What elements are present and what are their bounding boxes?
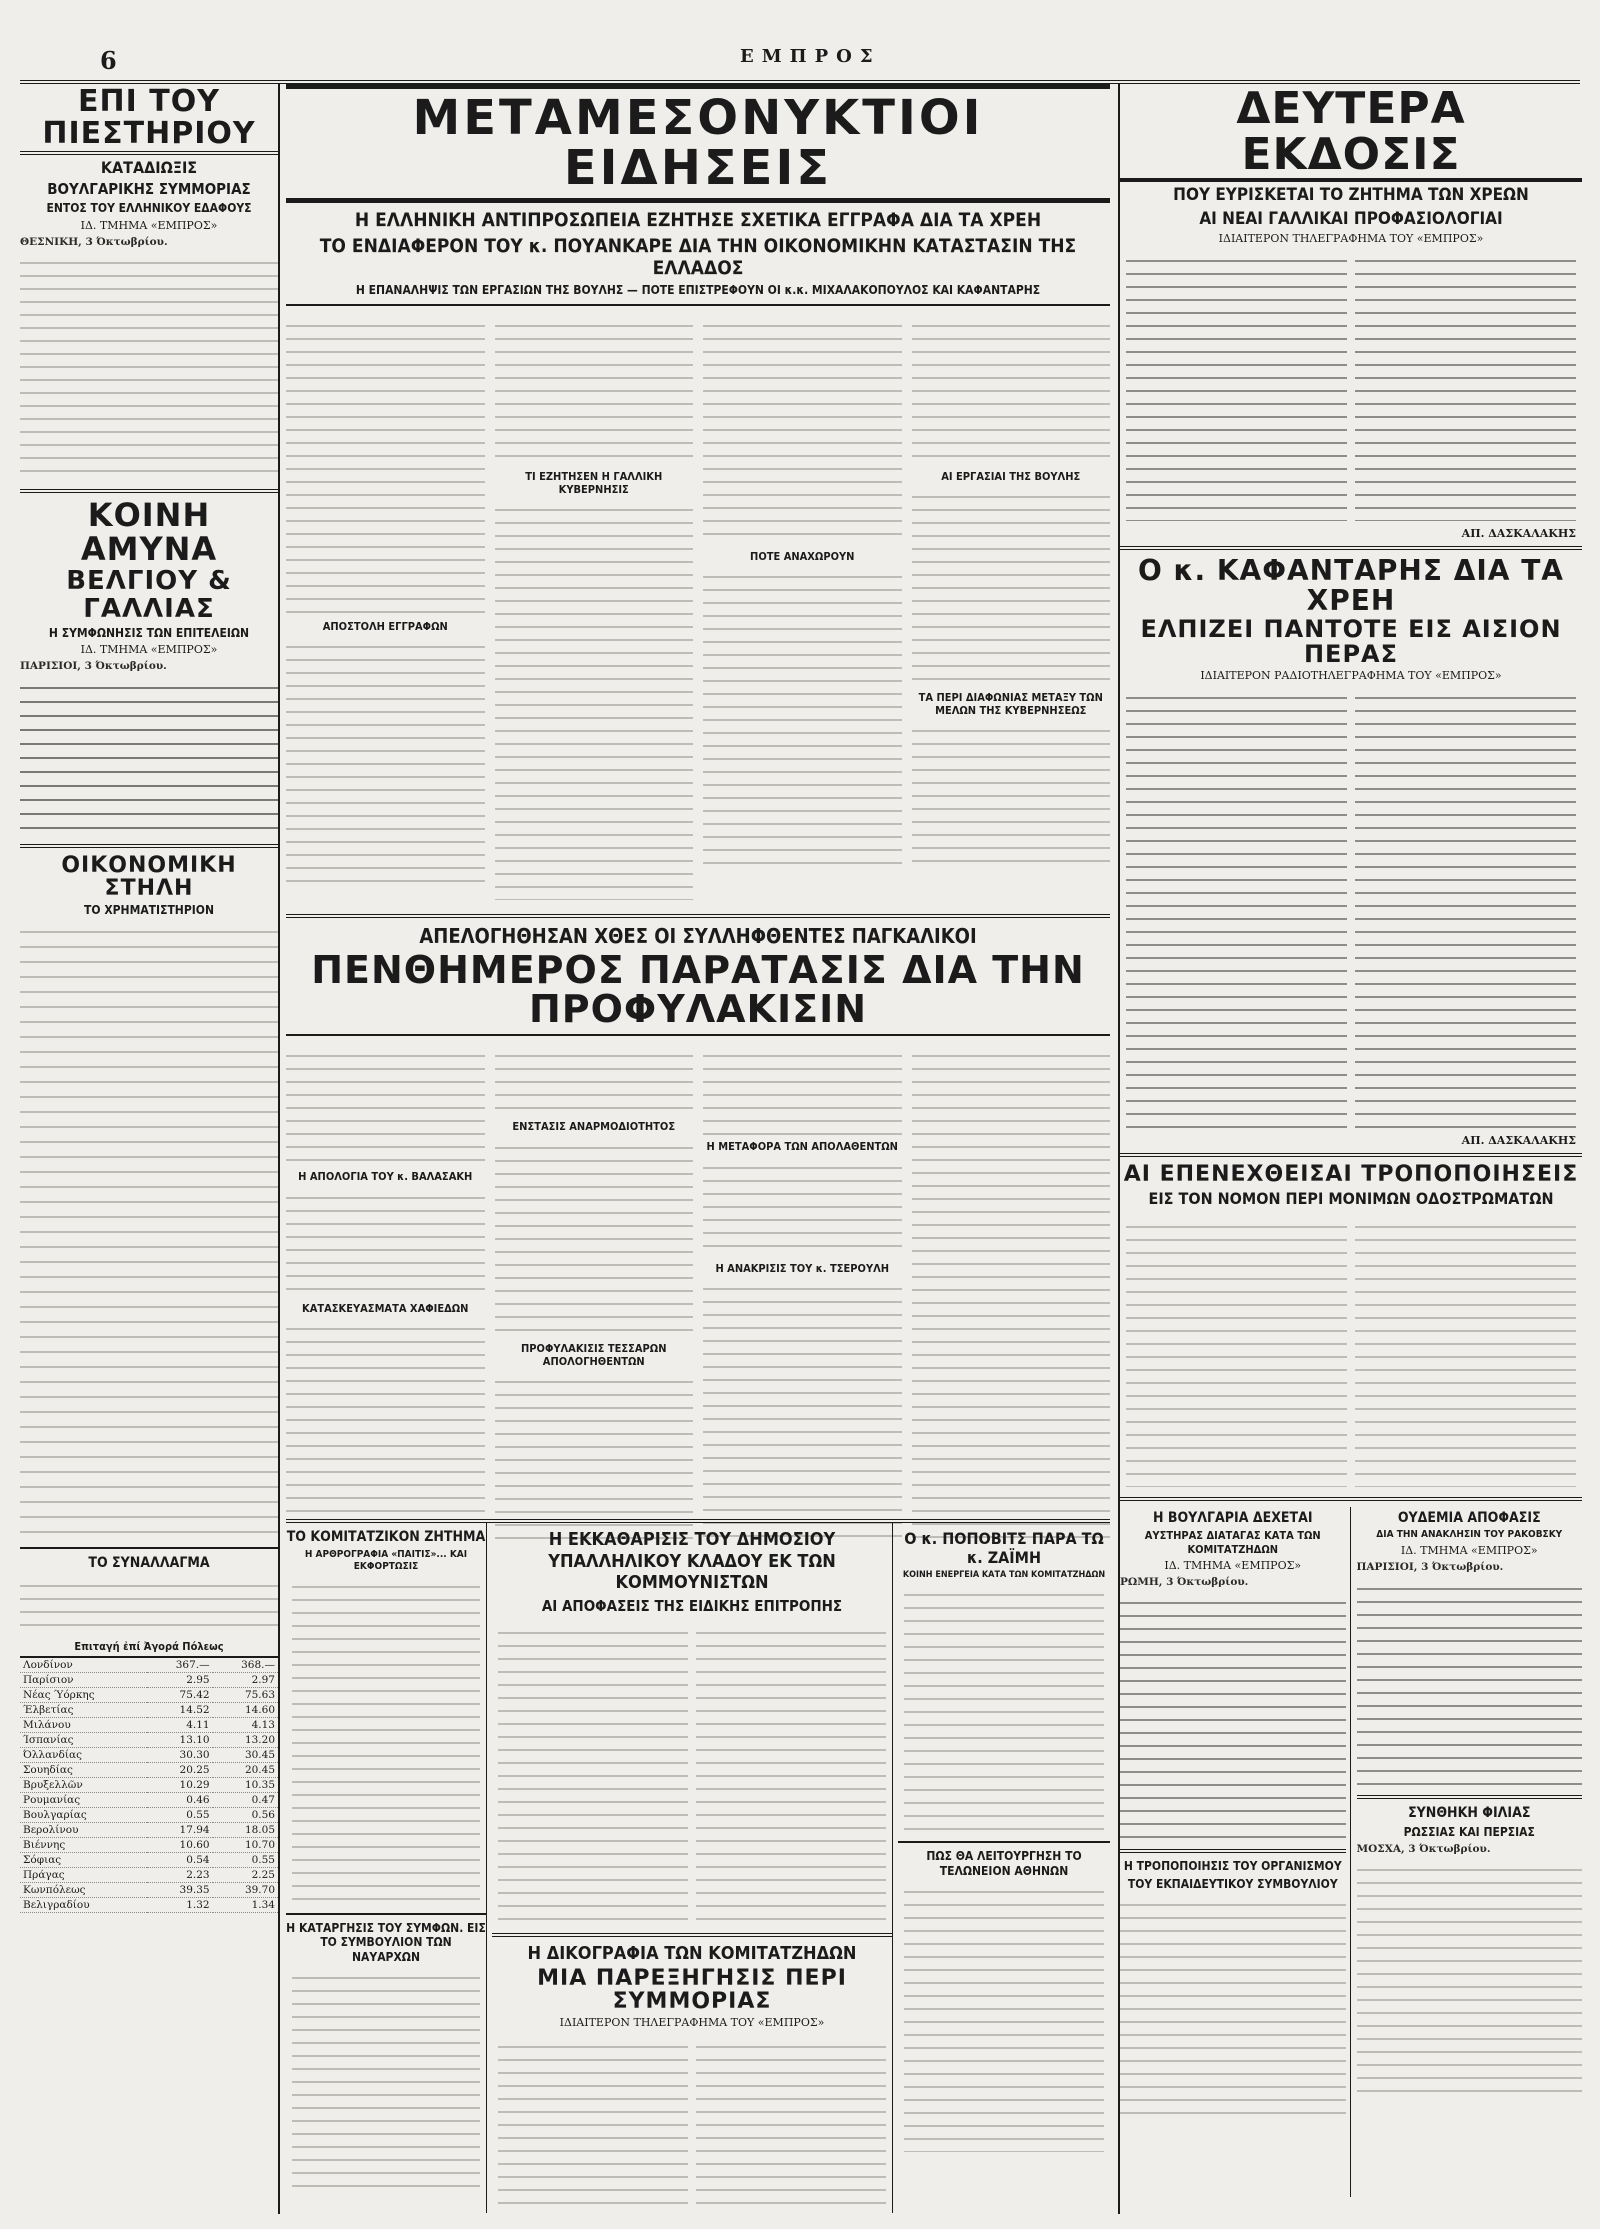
- rate-bid: 0.55: [147, 1808, 212, 1823]
- masthead: [20, 40, 1580, 84]
- article-headline: ΟΥΔΕΜΙΑ ΑΠΟΦΑΣΙΣ: [1397, 1509, 1541, 1526]
- table-row: [20, 1823, 278, 1838]
- table-title: Επιταγή ἐπί Ἀγορά Πόλεως: [74, 1640, 224, 1653]
- article-headline: ΜΙΑ ΠΑΡΕΞΗΓΗΣΙΣ ΠΕΡΙ ΣΥΜΜΟΡΙΑΣ: [537, 1966, 847, 2015]
- article-headline: ΒΟΥΛΓΑΡΙΚΗΣ ΣΥΜΜΟΡΙΑΣ: [47, 180, 251, 199]
- currency-name: Ίσπανίας: [20, 1733, 147, 1748]
- article-subhead: ΑΠΟΣΤΟΛΗ ΕΓΓΡΑΦΩΝ: [322, 619, 448, 633]
- article-subhead: ΑΙ ΕΡΓΑΣΙΑΙ ΤΗΣ ΒΟΥΛΗΣ: [941, 469, 1081, 483]
- article-subhead: ΠΟΤΕ ΑΝΑΧΩΡΟΥΝ: [750, 549, 855, 563]
- article-body-placeholder: [1126, 251, 1347, 521]
- article-columns: [286, 1042, 1110, 1562]
- article-headline: ΠΩΣ ΘΑ ΛΕΙΤΟΥΡΓΗΣΗ ΤΟ ΤΕΛΩΝΕΙΟΝ ΑΘΗΝΩΝ: [926, 1849, 1082, 1878]
- article-subheadline: ΑΙ ΝΕΑΙ ΓΑΛΛΙΚΑΙ ΠΡΟΦΑΣΙΟΛΟΓΙΑΙ: [1199, 208, 1503, 229]
- article-subheadline: Η ΕΠΑΝΑΛΗΨΙΣ ΤΩΝ ΕΡΓΑΣΙΩΝ ΤΗΣ ΒΟΥΛΗΣ — ΠΟΤΕ ΕΠΙΣΤΡΕΦΟΥΝ ΟΙ κ.κ. ΜΙΧΑΛΑΚΟΠΟΥΛΟΣ ΚΑΙ ΚΑΦΑΝΤΑΡΗΣ: [355, 283, 1041, 298]
- article-columns: [498, 2033, 886, 2213]
- exchange-table: [20, 1656, 278, 1913]
- table-row: [20, 1718, 278, 1733]
- rate-ask: 1.34: [213, 1898, 278, 1913]
- article-subheadline: ΡΩΣΣΙΑΣ ΚΑΙ ΠΕΡΣΙΑΣ: [1403, 1824, 1535, 1839]
- table-row: [20, 1703, 278, 1718]
- rate-ask: 30.45: [213, 1748, 278, 1763]
- right-column: [1118, 84, 1582, 2214]
- rate-bid: 75.42: [147, 1688, 212, 1703]
- rate-bid: 4.11: [147, 1718, 212, 1733]
- page-number: 6: [100, 46, 117, 75]
- currency-name: Κωνπόλεως: [20, 1883, 147, 1898]
- city-line: ΘΕΣΝΙΚΗ, 3 Όκτωβρίου.: [20, 235, 168, 248]
- banner-headline: ΜΕΤΑΜΕΣΟΝΥΚΤΙΟΙ ΕΙΔΗΣΕΙΣ: [286, 84, 1110, 203]
- article-body-placeholder: [495, 1046, 694, 1116]
- article-body-placeholder: [1126, 688, 1347, 1128]
- rate-ask: 13.20: [213, 1733, 278, 1748]
- dateline: ΙΔΙΑΙΤΕΡΟΝ ΤΗΛΕΓΡΑΦΗΜΑ ΤΟΥ «ΕΜΠΡΟΣ»: [559, 2015, 825, 2029]
- city-line: ΜΟΣΧΑ, 3 Όκτωβρίου.: [1356, 1843, 1491, 1856]
- article-body-placeholder: [292, 1577, 480, 1907]
- rate-bid: 367.—: [147, 1657, 212, 1673]
- table-row: [20, 1763, 278, 1778]
- article-body-placeholder: [703, 1279, 902, 1539]
- rate-bid: 10.29: [147, 1778, 212, 1793]
- rate-bid: 17.94: [147, 1823, 212, 1838]
- article-subhead: ΠΡΟΦΥΛΑΚΙΣΙΣ ΤΕΣΣΑΡΩΝ ΑΠΟΛΟΓΗΘΕΝΤΩΝ: [521, 1341, 667, 1368]
- paper-name: ΕΜΠΡΟΣ: [740, 46, 881, 67]
- right-bottom-column-1: [1120, 1507, 1351, 2197]
- article-body-placeholder: [912, 1046, 1111, 1546]
- table-row: [20, 1838, 278, 1853]
- dateline: ΙΔ. ΤΜΗΜΑ «ΕΜΠΡΟΣ»: [80, 218, 218, 232]
- text-column: [495, 312, 694, 908]
- currency-name: Παρίσιον: [20, 1673, 147, 1688]
- rate-ask: 10.35: [213, 1778, 278, 1793]
- table-row: [20, 1853, 278, 1868]
- currency-name: Βιέννης: [20, 1838, 147, 1853]
- article-body-placeholder: [20, 253, 278, 483]
- article-headline: ΑΙ ΕΠΕΝΕΧΘΕΙΣΑΙ ΤΡΟΠΟΠΟΙΗΣΕΙΣ: [1123, 1162, 1579, 1188]
- section-title: ΟΙΚΟΝΟΜΙΚΗ ΣΤΗΛΗ: [61, 852, 237, 901]
- article-body-placeholder: [1120, 1895, 1346, 2125]
- article-body-placeholder: [20, 1576, 278, 1636]
- rate-ask: 4.13: [213, 1718, 278, 1733]
- article-subheadline: ΕΛΠΙΖΕΙ ΠΑΝΤΟΤΕ ΕΙΣ ΑΙΣΙΟΝ ΠΕΡΑΣ: [1140, 614, 1562, 669]
- city-line: ΠΑΡΙΣΙΟΙ, 3 Όκτωβρίου.: [1356, 1561, 1504, 1574]
- article-body-placeholder: [912, 316, 1111, 466]
- right-bottom-section: [1120, 1507, 1582, 2197]
- article-body-placeholder: [495, 316, 694, 466]
- article-columns: [1126, 684, 1576, 1132]
- article-subhead: ΤΑ ΠΕΡΙ ΔΙΑΦΩΝΙΑΣ ΜΕΤΑΞΥ ΤΩΝ ΜΕΛΩΝ ΤΗΣ ΚΥΒΕΡΝΗΣΕΩΣ: [918, 690, 1103, 717]
- dateline: ΙΔ. ΤΜΗΜΑ «ΕΜΠΡΟΣ»: [1400, 1544, 1538, 1558]
- article-body-placeholder: [912, 721, 1111, 871]
- article-body-placeholder: [904, 1882, 1104, 2152]
- article-subheadline: ΤΟΥ ΕΚΠΑΙΔΕΥΤΙΚΟΥ ΣΥΜΒΟΥΛΙΟΥ: [1127, 1876, 1338, 1891]
- currency-name: Όλλανδίας: [20, 1748, 147, 1763]
- table-row: [20, 1793, 278, 1808]
- currency-name: Βερολίνου: [20, 1823, 147, 1838]
- currency-name: Μιλάνου: [20, 1718, 147, 1733]
- currency-name: Ρουμανίας: [20, 1793, 147, 1808]
- rate-ask: 14.60: [213, 1703, 278, 1718]
- table-row: [20, 1657, 278, 1673]
- article-subhead: ΚΑΤΑΣΚΕΥΑΣΜΑΤΑ ΧΑΦΙΕΔΩΝ: [302, 1301, 469, 1315]
- middle-bottom-section: [286, 1519, 1110, 2213]
- article-body-placeholder: [498, 1623, 688, 1923]
- article-columns: [1126, 247, 1576, 525]
- section-title: ΤΟ ΣΥΝΑΛΛΑΓΜΑ: [88, 1555, 210, 1572]
- article-body-placeholder: [703, 316, 902, 546]
- article-headline: Η ΒΟΥΛΓΑΡΙΑ ΔΕΧΕΤΑΙ: [1152, 1509, 1313, 1526]
- article-subhead: Η ΑΝΑΚΡΙΣΙΣ ΤΟΥ κ. ΤΣΕΡΟΥΛΗ: [715, 1261, 890, 1275]
- bottom-column-2: [492, 1523, 893, 2213]
- author-signature: ΑΠ. ΔΑΣΚΑΛΑΚΗΣ: [1461, 1134, 1576, 1148]
- table-row: [20, 1883, 278, 1898]
- article-body-placeholder: [904, 1585, 1104, 1835]
- rate-bid: 13.10: [147, 1733, 212, 1748]
- article-subheadline: ΚΟΙΝΗ ΕΝΕΡΓΕΙΑ ΚΑΤΑ ΤΩΝ ΚΟΜΙΤΑΤΖΗΔΩΝ: [902, 1570, 1106, 1581]
- article-columns: [498, 1619, 886, 1927]
- article-body-placeholder: [286, 1046, 485, 1166]
- article-body-placeholder: [703, 1046, 902, 1136]
- article-headline: Η ΤΡΟΠΟΠΟΙΗΣΙΣ ΤΟΥ ΟΡΓΑΝΙΣΜΟΥ: [1123, 1859, 1342, 1874]
- author-signature: ΑΠ. ΔΑΣΚΑΛΑΚΗΣ: [1461, 527, 1576, 541]
- rate-bid: 2.95: [147, 1673, 212, 1688]
- article-body-placeholder: [912, 487, 1111, 687]
- left-column: [20, 84, 280, 2214]
- rate-bid: 20.25: [147, 1763, 212, 1778]
- rate-bid: 30.30: [147, 1748, 212, 1763]
- article-headline: ΒΕΛΓΙΟΥ & ΓΑΛΛΙΑΣ: [66, 566, 232, 624]
- article-headline: ΠΟΥ ΕΥΡΙΣΚΕΤΑΙ ΤΟ ΖΗΤΗΜΑ ΤΩΝ ΧΡΕΩΝ: [1173, 185, 1529, 206]
- article-headline: ΑΠΕΛΟΓΗΘΗΣΑΝ ΧΘΕΣ ΟΙ ΣΥΛΛΗΦΘΕΝΤΕΣ ΠΑΓΚΑΛΙΚΟΙ: [419, 923, 977, 948]
- table-row: [20, 1898, 278, 1913]
- article-body-placeholder: [703, 567, 902, 867]
- article-body-placeholder: [495, 1372, 694, 1542]
- rate-ask: 0.55: [213, 1853, 278, 1868]
- article-body-placeholder: [1120, 1593, 1346, 1843]
- article-headline: Ο κ. ΚΑΦΑΝΤΑΡΗΣ ΔΙΑ ΤΑ ΧΡΕΗ: [1138, 554, 1564, 617]
- article-body-placeholder: [1355, 251, 1576, 521]
- rate-ask: 0.47: [213, 1793, 278, 1808]
- article-headline: ΚΟΙΝΗ ΑΜΥΝΑ: [80, 496, 218, 568]
- article-body-placeholder: [286, 1188, 485, 1298]
- currency-name: Βελιγραδίου: [20, 1898, 147, 1913]
- text-column: [912, 312, 1111, 908]
- rate-bid: 39.35: [147, 1883, 212, 1898]
- rate-ask: 2.25: [213, 1868, 278, 1883]
- rate-ask: 39.70: [213, 1883, 278, 1898]
- rate-ask: 368.—: [213, 1657, 278, 1673]
- table-row: [20, 1688, 278, 1703]
- article-headline: ΠΕΝΘΗΜΕΡΟΣ ΠΑΡΑΤΑΣΙΣ ΔΙΑ ΤΗΝ ΠΡΟΦΥΛΑΚΙΣΙΝ: [286, 951, 1110, 1037]
- article-columns: [1126, 1213, 1576, 1491]
- middle-column: [286, 84, 1110, 2214]
- city-line: ΠΑΡΙΣΙΟΙ, 3 Όκτωβρίου.: [20, 660, 167, 673]
- bottom-column-3: [898, 1523, 1110, 2213]
- rate-bid: 1.32: [147, 1898, 212, 1913]
- article-subheadline: Η ΑΡΘΡΟΓΡΑΦΙΑ «ΠΑΙΤΙΣ»... ΚΑΙ ΕΚΦΟΡΤΩΣΙΣ: [304, 1548, 468, 1572]
- article-body-placeholder: [286, 316, 485, 616]
- article-body-placeholder: [1355, 688, 1576, 1128]
- article-headline: ΚΑΤΑΔΙΩΞΙΣ: [100, 158, 198, 177]
- dateline: ΙΔΙΑΙΤΕΡΟΝ ΤΗΛΕΓΡΑΦΗΜΑ ΤΟΥ «ΕΜΠΡΟΣ»: [1218, 232, 1484, 246]
- rate-ask: 20.45: [213, 1763, 278, 1778]
- article-body-placeholder: [20, 678, 278, 838]
- article-body-placeholder: [286, 1319, 485, 1519]
- article-body-placeholder: [696, 1623, 886, 1923]
- rate-ask: 0.56: [213, 1808, 278, 1823]
- article-body-placeholder: [1357, 1579, 1583, 1789]
- banner-headline: ΔΕΥΤΕΡΑ ΕΚΔΟΣΙΣ: [1120, 86, 1582, 182]
- rate-bid: 0.54: [147, 1853, 212, 1868]
- stock-listings-placeholder: [20, 921, 278, 1541]
- article-subhead: Η ΑΠΟΛΟΓΙΑ ΤΟΥ κ. ΒΑΛΑΣΑΚΗ: [298, 1170, 473, 1184]
- article-headline: ΤΟ ΕΝΔΙΑΦΕΡΟΝ ΤΟΥ κ. ΠΟΥΑΝΚΑΡΕ ΔΙΑ ΤΗΝ ΟΙΚΟΝΟΜΙΚΗΝ ΚΑΤΑΣΤΑΣΙΝ ΤΗΣ ΕΛΛΑΔΟΣ: [319, 234, 1077, 280]
- text-column: [286, 312, 485, 908]
- article-headline: Η ΔΙΚΟΓΡΑΦΙΑ ΤΩΝ ΚΟΜΙΤΑΤΖΗΔΩΝ: [527, 1942, 857, 1964]
- article-body-placeholder: [286, 637, 485, 887]
- city-line: ΡΩΜΗ, 3 Όκτωβρίου.: [1120, 1575, 1249, 1588]
- currency-name: Έλβετίας: [20, 1703, 147, 1718]
- article-headline: Η ΕΚΚΑΘΑΡΙΣΙΣ ΤΟΥ ΔΗΜΟΣΙΟΥ ΥΠΑΛΛΗΛΙΚΟΥ ΚΛΑΔΟΥ ΕΚ ΤΩΝ ΚΟΜΜΟΥΝΙΣΤΩΝ: [548, 1529, 836, 1594]
- dateline: ΙΔΙΑΙΤΕΡΟΝ ΡΑΔΙΟΤΗΛΕΓΡΑΦΗΜΑ ΤΟΥ «ΕΜΠΡΟΣ»: [1200, 669, 1502, 683]
- article-headline: Η ΚΑΤΑΡΓΗΣΙΣ ΤΟΥ ΣΥΜΦΩΝ. ΕΙΣ ΤΟ ΣΥΜΒΟΥΛΙΟΝ ΤΩΝ ΝΑΥΑΡΧΩΝ: [286, 1920, 486, 1964]
- dateline: ΙΔ. ΤΜΗΜΑ «ΕΜΠΡΟΣ»: [80, 643, 218, 657]
- text-column: [703, 1042, 902, 1562]
- table-row: [20, 1808, 278, 1823]
- article-subheadline: ΕΝΤΟΣ ΤΟΥ ΕΛΛΗΝΙΚΟΥ ΕΔΑΦΟΥΣ: [46, 201, 252, 216]
- table-row: [20, 1778, 278, 1793]
- rate-bid: 10.60: [147, 1838, 212, 1853]
- article-subheadline: Η ΣΥΜΦΩΝΗΣΙΣ ΤΩΝ ΕΠΙΤΕΛΕΙΩΝ: [48, 625, 250, 640]
- newspaper-page: [20, 84, 1580, 2214]
- rate-ask: 2.97: [213, 1673, 278, 1688]
- rate-bid: 14.52: [147, 1703, 212, 1718]
- article-headline: ΣΥΝΘΗΚΗ ΦΙΛΙΑΣ: [1408, 1804, 1531, 1821]
- text-column: [286, 1042, 485, 1562]
- rate-ask: 10.70: [213, 1838, 278, 1853]
- text-column: [703, 312, 902, 908]
- currency-name: Σουηδίας: [20, 1763, 147, 1778]
- article-body-placeholder: [292, 1968, 480, 2188]
- section-subtitle: ΤΟ ΧΡΗΜΑΤΙΣΤΗΡΙΟΝ: [84, 902, 214, 917]
- table-row: [20, 1868, 278, 1883]
- article-headline: Ο κ. ΠΟΠΟΒΙΤΣ ΠΑΡΑ ΤΩ κ. ΖΑΪΜΗ: [904, 1529, 1104, 1568]
- currency-name: Βουλγαρίας: [20, 1808, 147, 1823]
- article-columns: [286, 312, 1110, 908]
- article-subhead: Η ΜΕΤΑΦΟΡΑ ΤΩΝ ΑΠΟΛΑΘΕΝΤΩΝ: [706, 1140, 898, 1154]
- article-body-placeholder: [1126, 1217, 1347, 1487]
- currency-name: Πράγας: [20, 1868, 147, 1883]
- currency-name: Σόφιας: [20, 1853, 147, 1868]
- article-subheadline: ΔΙΑ ΤΗΝ ΑΝΑΚΛΗΣΙΝ ΤΟΥ ΡΑΚΟΒΣΚΥ: [1376, 1529, 1563, 1541]
- table-row: [20, 1673, 278, 1688]
- currency-name: Βρυξελλῶν: [20, 1778, 147, 1793]
- table-row: [20, 1748, 278, 1763]
- article-body-placeholder: [498, 2037, 688, 2213]
- article-body-placeholder: [1355, 1217, 1576, 1487]
- text-column: [912, 1042, 1111, 1562]
- article-headline: ΤΟ ΚΟΜΙΤΑΤΖΙΚΟΝ ΖΗΤΗΜΑ: [286, 1529, 486, 1545]
- article-subhead: ΕΝΣΤΑΣΙΣ ΑΝΑΡΜΟΔΙΟΤΗΤΟΣ: [512, 1120, 676, 1134]
- article-subheadline: ΑΥΣΤΗΡΑΣ ΔΙΑΤΑΓΑΣ ΚΑΤΑ ΤΩΝ ΚΟΜΙΤΑΤΖΗΔΩΝ: [1144, 1529, 1321, 1556]
- article-body-placeholder: [703, 1158, 902, 1258]
- article-body-placeholder: [495, 500, 694, 900]
- article-subheadline: ΕΙΣ ΤΟΝ ΝΟΜΟΝ ΠΕΡΙ ΜΟΝΙΜΩΝ ΟΔΟΣΤΡΩΜΑΤΩΝ: [1148, 1189, 1554, 1209]
- text-column: [495, 1042, 694, 1562]
- rate-bid: 0.46: [147, 1793, 212, 1808]
- currency-name: Λονδίνον: [20, 1657, 147, 1673]
- bottom-column-1: [286, 1523, 487, 2213]
- article-body-placeholder: [495, 1138, 694, 1338]
- rate-ask: 18.05: [213, 1823, 278, 1838]
- rate-ask: 75.63: [213, 1688, 278, 1703]
- currency-name: Νέας Ύόρκης: [20, 1688, 147, 1703]
- article-subhead: ΤΙ ΕΖΗΤΗΣΕΝ Η ΓΑΛΛΙΚΗ ΚΥΒΕΡΝΗΣΙΣ: [525, 469, 663, 496]
- left-title: ΕΠΙ ΤΟΥ ΠΙΕΣΤΗΡΙΟΥ: [20, 86, 278, 155]
- article-headline: Η ΕΛΛΗΝΙΚΗ ΑΝΤΙΠΡΟΣΩΠΕΙΑ ΕΖΗΤΗΣΕ ΣΧΕΤΙΚΑ ΕΓΓΡΑΦΑ ΔΙΑ ΤΑ ΧΡΕΗ: [354, 208, 1042, 231]
- article-body-placeholder: [1357, 1860, 1583, 2100]
- rate-bid: 2.23: [147, 1868, 212, 1883]
- article-body-placeholder: [696, 2037, 886, 2213]
- dateline: ΙΔ. ΤΜΗΜΑ «ΕΜΠΡΟΣ»: [1164, 1558, 1302, 1572]
- article-subheadline: ΑΙ ΑΠΟΦΑΣΕΙΣ ΤΗΣ ΕΙΔΙΚΗΣ ΕΠΙΤΡΟΠΗΣ: [541, 1596, 843, 1615]
- table-row: [20, 1733, 278, 1748]
- right-bottom-column-2: [1357, 1507, 1583, 2197]
